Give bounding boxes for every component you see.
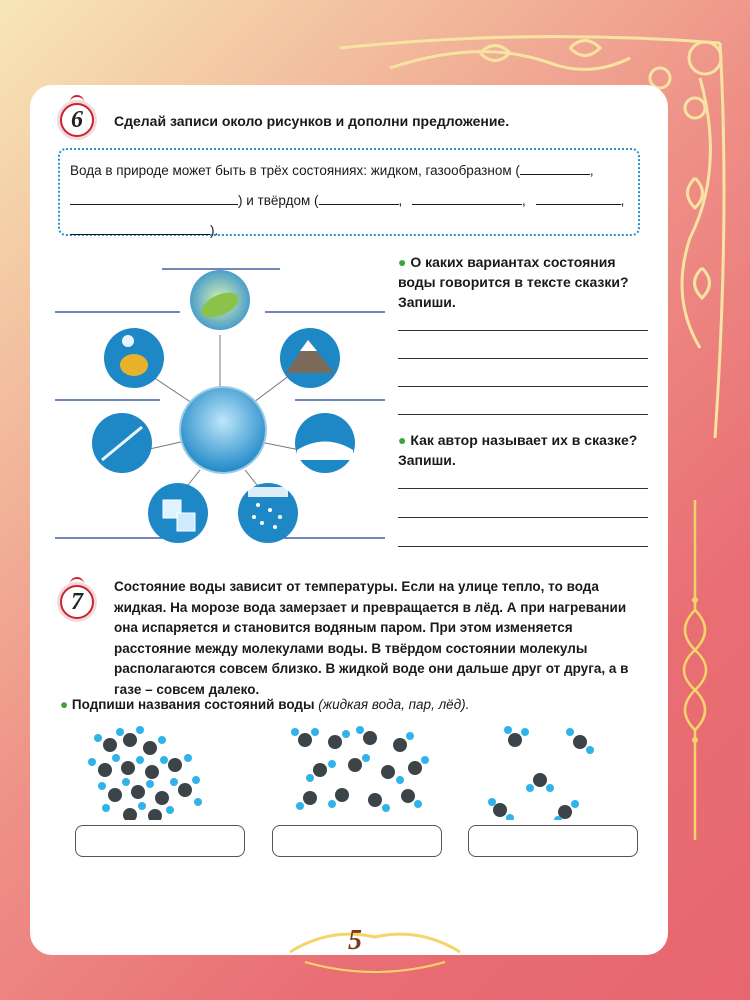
ice-molecules-icon [88,726,202,820]
question-1: ● О каких вариантах состояния воды говорится в тексте сказки? Запиши. [398,254,629,310]
question-1-text: О каких вариантах состояния воды говорится в тексте сказки? Запиши. [398,254,629,310]
sentence-part-1: Вода в природе может быть в трёх состояниях: жидком, газообразном ( [70,163,520,178]
blank-solid-4[interactable] [70,221,210,235]
decorative-side-ornament [670,500,720,840]
blank-gas-2[interactable] [70,191,238,205]
page-number: 5 [348,925,362,956]
task-7-subhead: ● Подпиши названия состояний воды (жидкая вода, пар, лёд). [60,697,470,712]
subhead-text: Подпиши названия состояний воды [71,697,315,712]
steam-molecules-icon [488,726,594,820]
blank-solid-3[interactable] [536,191,621,205]
answer-line-7[interactable] [398,546,648,547]
answer-box-ice[interactable] [75,825,245,857]
answer-box-steam[interactable] [468,825,638,857]
page-number-ornament [285,922,465,982]
molecule-illustrations [70,720,650,820]
answer-line-2[interactable] [398,358,648,359]
sentence-separator: , [398,193,403,208]
answer-line-3[interactable] [398,386,648,387]
sentence-separator: , [620,193,625,208]
sentence-separator: , [522,193,526,208]
subhead-hint: (жидкая вода, пар, лёд). [318,697,470,712]
fill-in-sentence-box [58,148,640,236]
answer-line-5[interactable] [398,488,648,489]
answer-line-4[interactable] [398,414,648,415]
water-center-icon [180,387,266,473]
task-7-number: 7 [60,585,94,619]
sentence-end: ). [210,223,219,238]
water-states-diagram [50,255,390,555]
blank-solid-1[interactable] [319,191,399,205]
blank-gas-1[interactable] [520,161,590,175]
question-2-text: Как автор называет их в сказке? Запиши. [398,432,638,468]
answer-box-liquid[interactable] [272,825,442,857]
answer-line-1[interactable] [398,330,648,331]
question-2: ● Как автор называет их в сказке? Запиши. [398,432,638,468]
task-6-heading: Сделай записи около рисунков и дополни предложение. [114,113,510,129]
sentence-separator: , [589,163,594,178]
answer-line-6[interactable] [398,517,648,518]
liquid-molecules-icon [291,726,429,812]
task-6-number: 6 [60,103,94,137]
worksheet-page [30,85,668,955]
task-7-paragraph: Состояние воды зависит от температуры. Если на улице тепло, то вода жидкая. На морозе вода замерзает и превращается в лёд. А при нагревании она испаряется и становится водяным паром. При этом изменяется расстояние между молекулами воды. В твёрдом состоянии молекулы располагаются совсем близко. В жидкой воде они дальше друг от друга, а в газе – совсем далеко. [114,579,629,697]
sentence-part-2: ) и твёрдом ( [238,193,319,208]
blank-solid-2[interactable] [412,191,522,205]
